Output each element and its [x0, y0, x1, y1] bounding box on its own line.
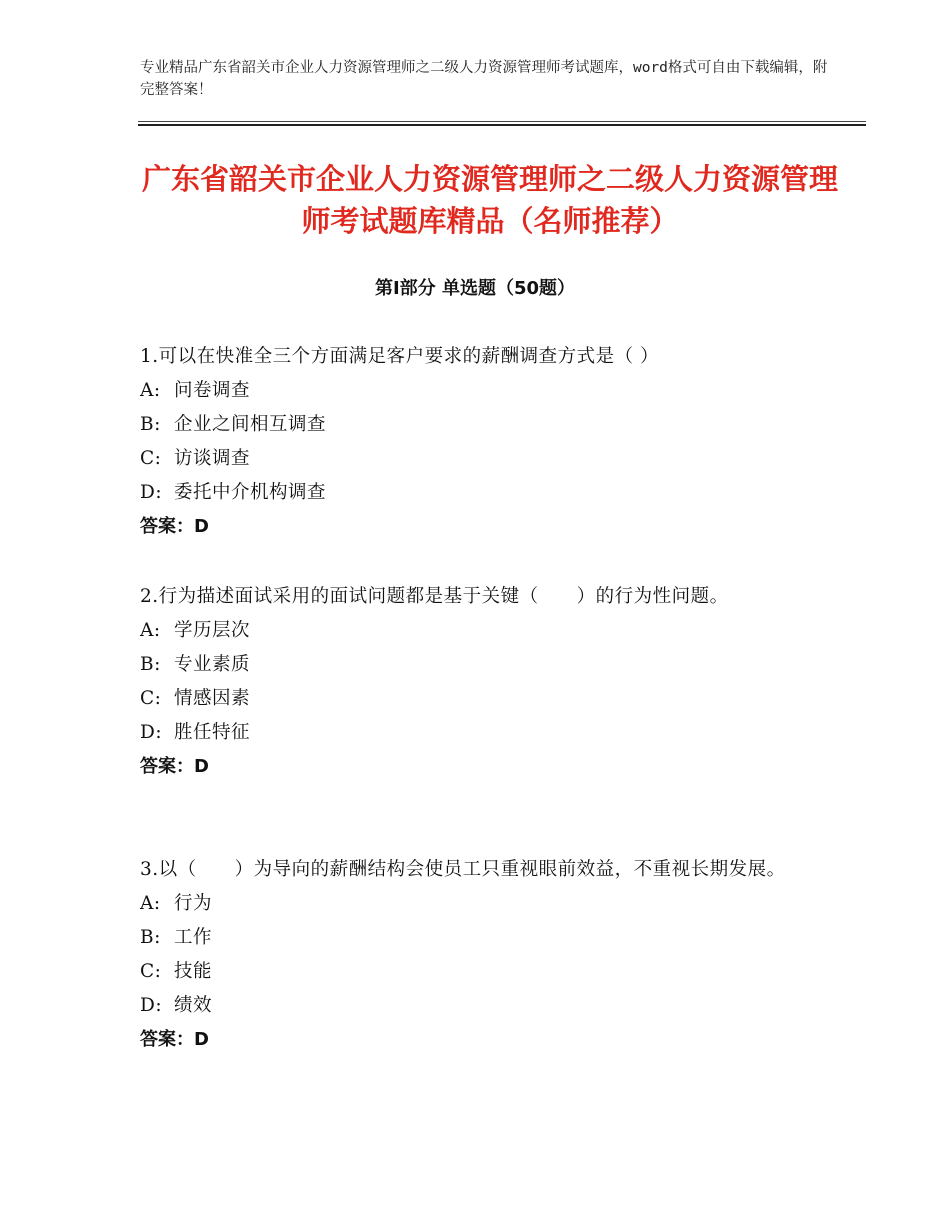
answer-label: 答案：D [140, 1029, 209, 1050]
option-a [140, 374, 810, 408]
option-c [140, 682, 810, 716]
document-title: 广东省韶关市企业人力资源管理师之二级人力资源管理师考试题库精品（名师推荐） [141, 162, 838, 238]
option-key: C: [140, 688, 162, 709]
option-b [140, 408, 810, 442]
option-text: 情感因素 [174, 688, 251, 709]
option-key: C: [140, 448, 162, 469]
option-key: B: [140, 414, 161, 435]
option-text: 胜任特征 [174, 722, 251, 743]
option-text: 委托中介机构调查 [174, 482, 327, 503]
option-text: 行为 [174, 893, 213, 914]
answer-label: 答案：D [140, 516, 209, 537]
question-stem: 2.行为描述面试采用的面试问题都是基于关键（ ）的行为性问题。 [140, 586, 729, 607]
option-text: 学历层次 [174, 620, 251, 641]
option-key: C: [140, 961, 162, 982]
answer-label: 答案：D [140, 756, 209, 777]
option-key: D: [140, 722, 163, 743]
option-c [140, 955, 810, 989]
option-text: 技能 [174, 961, 213, 982]
question-3 [140, 853, 810, 1057]
header-note: 专业精品广东省韶关市企业人力资源管理师之二级人力资源管理师考试题库，word格式可自由下载编辑，附完整答案！ [140, 60, 828, 98]
question-2 [140, 580, 810, 784]
option-text: 企业之间相互调查 [174, 414, 327, 435]
option-d [140, 716, 810, 750]
option-key: A: [140, 380, 161, 401]
option-text: 专业素质 [174, 654, 251, 675]
option-key: A: [140, 620, 161, 641]
option-d [140, 476, 810, 510]
option-key: B: [140, 927, 161, 948]
option-text: 访谈调查 [174, 448, 251, 469]
header-divider-thick [138, 124, 866, 126]
option-text: 问卷调查 [174, 380, 251, 401]
option-d [140, 989, 810, 1023]
option-text: 绩效 [174, 995, 213, 1016]
option-key: D: [140, 482, 163, 503]
option-text: 工作 [174, 927, 213, 948]
option-key: A: [140, 893, 161, 914]
option-c [140, 442, 810, 476]
question-stem: 3.以（ ）为导向的薪酬结构会使员工只重视眼前效益，不重视长期发展。 [140, 859, 786, 880]
option-key: B: [140, 654, 161, 675]
option-a [140, 887, 810, 921]
option-b [140, 648, 810, 682]
header-divider-thin [138, 121, 866, 122]
question-1 [140, 340, 810, 544]
question-stem: 1.可以在快准全三个方面满足客户要求的薪酬调查方式是（ ） [140, 346, 660, 367]
option-b [140, 921, 810, 955]
option-a [140, 614, 810, 648]
section-title: 第Ⅰ部分 单选题（50题） [374, 278, 575, 299]
option-key: D: [140, 995, 163, 1016]
